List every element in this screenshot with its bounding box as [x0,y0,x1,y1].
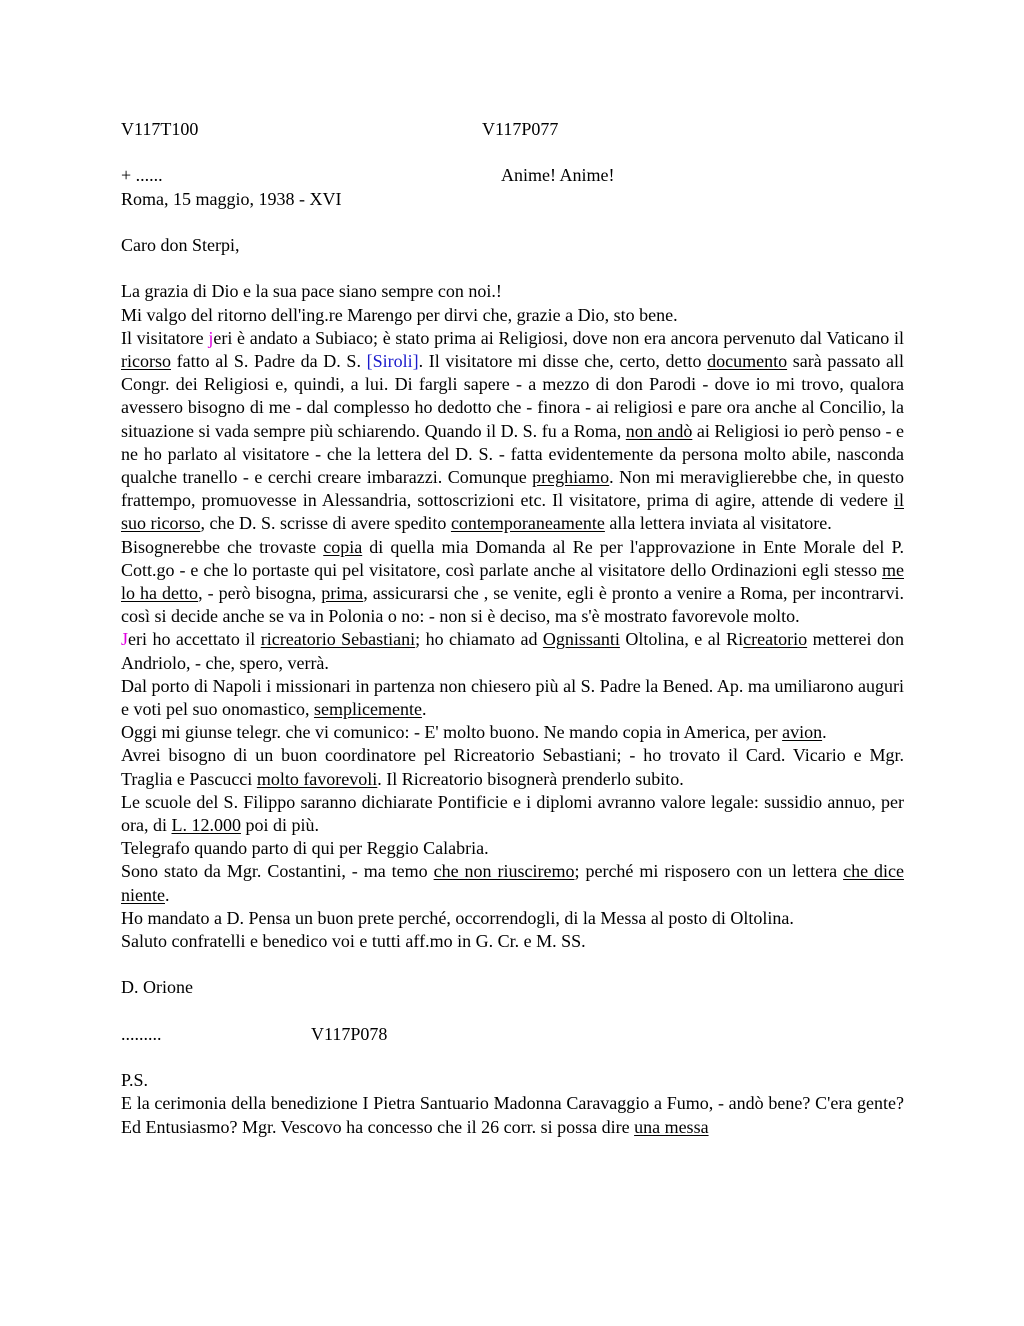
ps-label: P.S. [121,1070,149,1091]
signature: D. Orione [121,977,193,998]
motto: Anime! Anime! [501,165,615,186]
paragraph-2: Mi valgo del ritorno dell'ing.re Marengo per dirvi che, grazie a Dio, sto bene. [121,304,678,325]
editor-note: [Siroli] [366,350,419,371]
paragraph-4: Bisognerebbe che trovaste copia di quella mia Domanda al Re per l'approvazione in Ente Morale del P. Cott.go - e che lo portaste qui pel visitatore, così parlate anche al visitatore dello Ordinazioni egli stesso me lo ha detto, - però bisogna, prima, assicurarsi che , se venite, egli è pronto a venire a Roma, per incontrarvi. così si decide anche se va in Polonia o no: - non si è deciso, ma s'è mostrato favorevole molto. [121,536,904,627]
paragraph-3: Il visitatore jeri è andato a Subiaco; è stato prima ai Religiosi, dove non era ancora pervenuto dal Vaticano il ricorso fatto al S. Padre da D. S. [Siroli]. Il visitatore mi disse che, certo, detto documento sarà passato all Congr. dei Religiosi e, quindi, a lui. Di fargli sapere - a mezzo di don Parodi - dove io mi trovo, qualora avessero bisogno di me - dal complesso ho dedotto che - finora - ai religiosi e pare ora anche al Concilio, la situazione si vada sempre più schiarendo. Quando il D. S. fu a Roma, non andò ai Religiosi io però penso - e ne ho parlato al visitatore - che la lettera del D. S. - fatta evidentemente da persona molto abile, nasconda qualche tranello - e cerchi creare imbarazzi. Comunque preghiamo. Non mi meraviglierebbe che, in questo frattempo, promuovesse in Alessandria, sottoscrizioni etc. Il visitatore, prima di agire, attende di vedere il suo ricorso, che D. S. scrisse di avere spedito contemporaneamente alla lettera inviata al visitatore. [121,327,904,534]
paragraph-12: Ho mandato a D. Pensa un buon prete perché, occorrendogli, di la Messa al posto di Oltolina. [121,907,794,928]
code-right: V117P077 [482,119,559,139]
footer-dots: ......... [121,1023,162,1044]
footer-code: V117P078 [311,1023,388,1044]
paragraph-8: Avrei bisogno di un buon coordinatore pel Ricreatorio Sebastiani; - ho trovato il Card. Vicario e Mgr. Traglia e Pascucci molto favorevoli. Il Ricreatorio bisognerà prenderlo subito. [121,745,904,789]
paragraph-5: Jeri ho accettato il ricreatorio Sebastiani; ho chiamato ad Ognissanti Oltolina, e al Ricreatorio metterei don Andriolo, - che, spero, verrà. [121,629,904,673]
header-motto-row [121,164,904,187]
paragraph-11: Sono stato da Mgr. Costantini, - ma temo che non riusciremo; perché mi risposero con un lettera che dice niente. [121,861,905,905]
paragraph-10: Telegrafo quando parto di qui per Reggio Calabria. [121,838,489,859]
code-left: V117T100 [121,119,199,139]
dateline: Roma, 15 maggio, 1938 - XVI [121,188,342,209]
header-codes [121,118,904,141]
paragraph-7: Oggi mi giunse telegr. che vi comunico: - E' molto buono. Ne mando copia in America, per avion. [121,722,827,743]
letter-page [121,118,904,1139]
paragraph-13: Saluto confratelli e benedico voi e tutti aff.mo in G. Cr. e M. SS. [121,931,586,951]
cross-mark: + ...... [121,165,163,186]
paragraph-6: Dal porto di Napoli i missionari in partenza non chiesero più al S. Padre la Bened. Ap. ma umiliarono auguri e voti pel suo onomastico, semplicemente. [121,675,904,719]
paragraph-1: La grazia di Dio e la sua pace siano sempre con noi.! [121,281,502,302]
paragraph-9: Le scuole del S. Filippo saranno dichiarate Pontificie e i diplomi avranno valore legale: sussidio annuo, per ora, di L. 12.000 poi di più. [121,791,904,835]
salutation: Caro don Sterpi, [121,234,240,255]
ps-paragraph: E la cerimonia della benedizione I Pietra Santuario Madonna Caravaggio a Fumo, - andò bene? C'era gente? Ed Entusiasmo? Mgr. Vescovo ha concesso che il 26 corr. si possa dire una messa [121,1093,904,1137]
footer-codes [121,1023,904,1046]
